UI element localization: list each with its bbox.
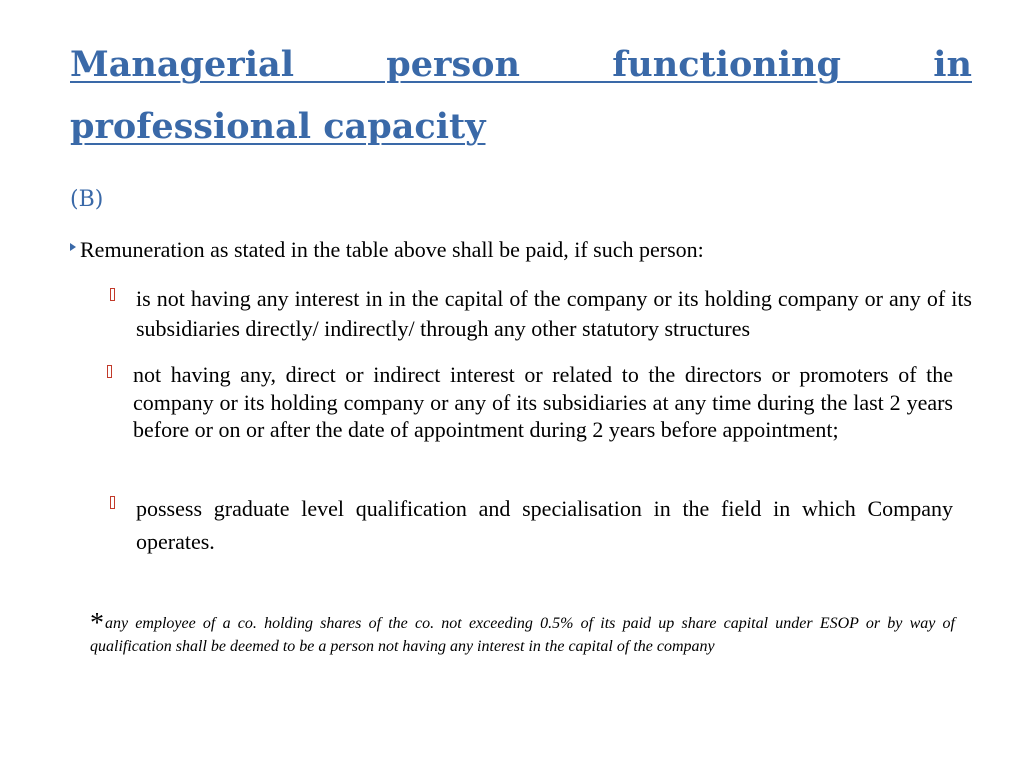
footnote-marker: * (90, 608, 104, 639)
box-bullet-icon (110, 288, 115, 301)
sub-bullet-text: not having any, direct or indirect interest or related to the directors or promoters of the company or its holding company or any of its subsidiaries at any time during the last 2 years before or on or after the date of appointment during 2 years before appointment; (133, 362, 953, 442)
box-bullet-icon (107, 365, 112, 378)
footnote-text: any employee of a co. holding shares of the co. not exceeding 0.5% of its paid up share capital under ESOP or by way of qualification shall be deemed to be a person not having any interest in the capital of the company (90, 615, 955, 655)
sub-bullet-interest-capital (110, 284, 972, 344)
sub-bullet-text: is not having any interest in in the capital of the company or its holding company or any of its subsidiaries directly/ indirectly/ through any other statutory structures (136, 286, 972, 341)
triangle-bullet-icon (70, 243, 76, 251)
sub-bullet-text: possess graduate level qualification and specialisation in the field in which Company operates. (136, 496, 953, 554)
sub-bullet-qualification (110, 492, 953, 558)
section-label: (B) (70, 187, 104, 212)
main-bullet (70, 236, 704, 264)
main-bullet-text: Remuneration as stated in the table above shall be paid, if such person: (80, 237, 704, 262)
slide-title: Managerial person functioning in professional capacity (70, 44, 972, 147)
box-bullet-icon (110, 496, 115, 509)
sub-bullet-related-directors (107, 361, 953, 444)
footnote (90, 608, 955, 658)
